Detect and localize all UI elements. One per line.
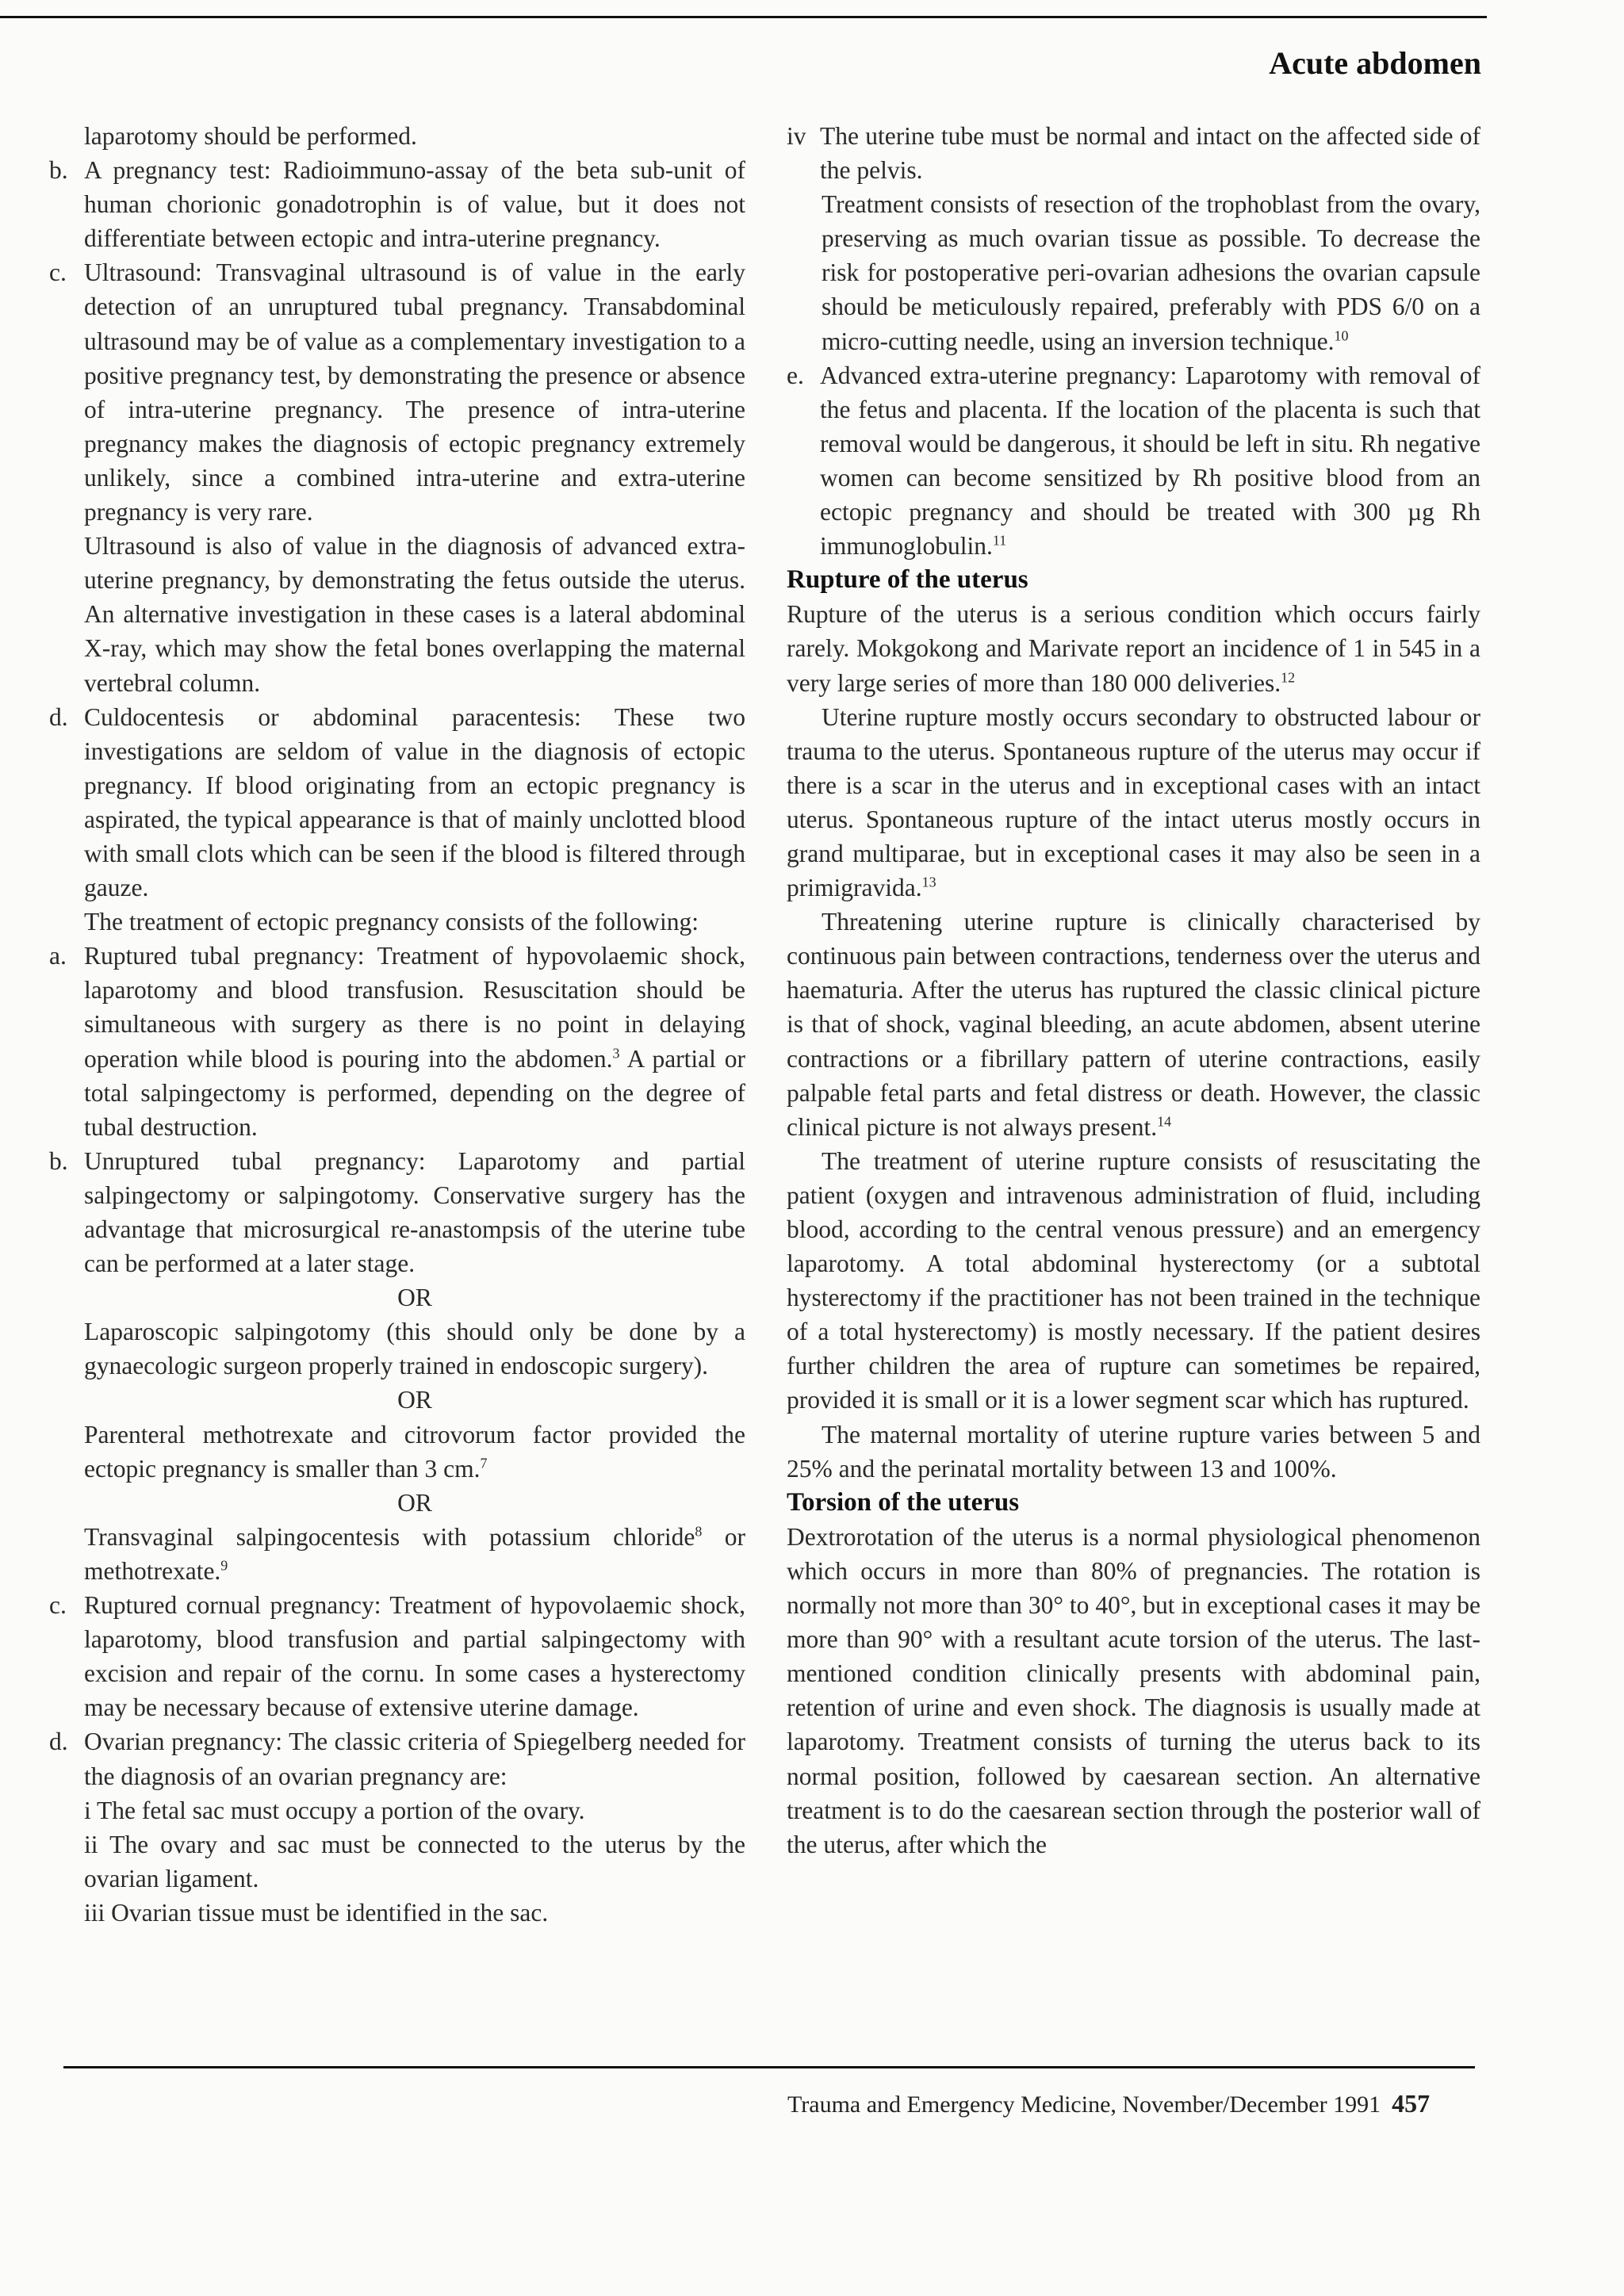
text-run: or methotrexate. bbox=[84, 1522, 745, 1585]
paragraph bbox=[787, 597, 1480, 699]
list-item-text bbox=[84, 939, 745, 1144]
running-head: Acute abdomen bbox=[1269, 45, 1481, 81]
reference-number: 12 bbox=[1281, 669, 1296, 685]
criterion: i The fetal sac must occupy a portion of the ovary. bbox=[84, 1796, 585, 1824]
list-item bbox=[49, 153, 745, 255]
text-run: Treatment consists of resection of the trophoblast from the ovary, preserving as much ovarian tissue as possible. To decrease the risk for postoperative peri-ovarian adhesions the ovarian capsule should be meticulously repaired, preferably with PDS 6/0 on a micro-cutting needle, using an inversion technique. bbox=[822, 190, 1480, 355]
list-item bbox=[49, 1588, 745, 1724]
list-item bbox=[49, 1724, 745, 1793]
list-item-text-part: Ultrasound is also of value in the diagnosis of advanced extra-uterine pregnancy, by demonstrating the fetus outside the uterus. An alternative investigation in these cases is a lateral abdominal X-ray, which may show the fetal bones overlapping the maternal vertebral column. bbox=[84, 532, 745, 697]
paragraph bbox=[787, 905, 1480, 1144]
list-item-text bbox=[820, 358, 1480, 564]
reference-number: 13 bbox=[921, 874, 936, 890]
list-marker: c. bbox=[49, 258, 67, 287]
list-item bbox=[49, 1144, 745, 1280]
paragraph: The treatment of ectopic pregnancy consists of the following: bbox=[84, 908, 699, 936]
text-run: Ruptured tubal pregnancy: Treatment of hypovolaemic shock, laparotomy and blood transfusion. Resuscitation should be simultaneous with surgery as there is no point in delaying operation while blood is pouring into the abdomen. bbox=[84, 942, 745, 1073]
list-item-text: Culdocentesis or abdominal paracentesis: These two investigations are seldom of value in the diagnosis of ectopic pregnancy. If blood originating from an ectopic pregnancy is aspirated, the typical appearance is that of mainly unclotted blood with small clots which can be seen if the blood is filtered through gauze. bbox=[84, 702, 745, 902]
paragraph: The maternal mortality of uterine rupture varies between 5 and 25% and the perinatal mortality between 13 and 100%. bbox=[787, 1420, 1480, 1483]
paragraph: Laparoscopic salpingotomy (this should only be done by a gynaecologic surgeon properly trained in endoscopic surgery). bbox=[84, 1318, 745, 1380]
list-item bbox=[49, 939, 745, 1144]
page-number: 457 bbox=[1392, 2089, 1431, 2118]
list-marker: b. bbox=[49, 156, 68, 185]
text-run: Rupture of the uterus is a serious condition which occurs fairly rarely. Mokgokong and Marivate report an incidence of 1 in 545 in a very large series of more than 180 000 deliveries. bbox=[787, 600, 1480, 697]
top-rule bbox=[0, 16, 1487, 18]
or-separator: OR bbox=[397, 1488, 432, 1517]
list-marker: a. bbox=[49, 942, 67, 970]
list-item-text: Ovarian pregnancy: The classic criteria of Spiegelberg needed for the diagnosis of an ovarian pregnancy are: bbox=[84, 1728, 745, 1790]
section-heading: Torsion of the uterus bbox=[787, 1487, 1020, 1517]
criterion: ii The ovary and sac must be connected to the uterus by the ovarian ligament. bbox=[84, 1830, 745, 1892]
list-item bbox=[49, 255, 745, 699]
reference-number: 7 bbox=[480, 1455, 488, 1471]
list-item-text-part: Ultrasound: Transvaginal ultrasound is of value in the early detection of an unruptured tubal pregnancy. Transabdominal ultrasound may be of value as a complementary investigation to a positive pregnancy test, by demonstrating the presence or absence of intra-uterine pregnancy. The presence of intra-uterine pregnancy makes the diagnosis of ectopic pregnancy extremely unlikely, since a combined intra-uterine and extra-uterine pregnancy is very rare. bbox=[84, 258, 745, 526]
journal-citation: Trauma and Emergency Medicine, November/December 1991 bbox=[787, 2091, 1381, 2118]
paragraph bbox=[49, 1418, 745, 1486]
page-footer bbox=[787, 2089, 1430, 2118]
list-marker: d. bbox=[49, 702, 68, 731]
or-separator: OR bbox=[397, 1386, 432, 1414]
list-item-text: Ruptured cornual pregnancy: Treatment of hypovolaemic shock, laparotomy, blood transfusion and partial salpingectomy with excision and repair of the cornu. In some cases a hysterectomy may be necessary because of extensive uterine damage. bbox=[84, 1591, 745, 1722]
paragraph: The treatment of uterine rupture consists of resuscitating the patient (oxygen and intravenous administration of fluid, including blood, according to the central venous pressure) and an emergency laparotomy. A total abdominal hysterectomy (or a subtotal hysterectomy if the practitioner has not been trained in the technique of a total hysterectomy) is mostly necessary. If the patient desires further children the area of rupture can sometimes be repaired, provided it is small or it is a lower segment scar which has ruptured. bbox=[787, 1146, 1480, 1414]
reference-number: 14 bbox=[1157, 1113, 1172, 1130]
left-column bbox=[49, 119, 745, 1930]
text-run: Threatening uterine rupture is clinically characterised by continuous pain between contractions, tenderness over the uterus and haematuria. After the uterus has ruptured the classic clinical picture is that of shock, vaginal bleeding, an acute abdomen, absent uterine contractions or a fibrillary pattern of uterine contractions, easily palpable fetal parts and fetal distress or death. However, the classic clinical picture is not always present. bbox=[787, 908, 1480, 1141]
list-item-text: The uterine tube must be normal and intact on the affected side of the pelvis. bbox=[820, 122, 1480, 185]
text-run: Uterine rupture mostly occurs secondary to obstructed labour or trauma to the uterus. Spontaneous rupture of the uterus may occur if there is a scar in the uterus and in exceptional cases with an intact uterus. Spontaneous rupture of the intact uterus mostly occurs in grand multiparae, but in exceptional cases it may also be seen in a primigravida. bbox=[787, 702, 1480, 902]
list-marker: c. bbox=[49, 1591, 67, 1620]
reference-number: 3 bbox=[612, 1045, 620, 1062]
text-run: Advanced extra-uterine pregnancy: Laparotomy with removal of the fetus and placenta. If the location of the placenta is such that removal would be dangerous, it should be left in situ. Rh negative women can become sensitized by Rh positive blood from an ectopic pregnancy and should be treated with 300 µg Rh immunoglobulin. bbox=[820, 361, 1480, 561]
reference-number: 11 bbox=[992, 532, 1007, 549]
bottom-rule bbox=[63, 2066, 1475, 2068]
list-item-text bbox=[84, 255, 745, 699]
list-marker: iv bbox=[787, 122, 806, 150]
text-run: Transvaginal salpingocentesis with potassium chloride bbox=[84, 1522, 695, 1551]
list-item-text: Unruptured tubal pregnancy: Laparotomy and partial salpingectomy or salpingotomy. Conservative surgery has the advantage that microsurgical re-anastompsis of the uterine tube can be performed at a later stage. bbox=[84, 1146, 745, 1278]
paragraph bbox=[787, 700, 1480, 905]
reference-number: 8 bbox=[695, 1523, 703, 1540]
text-run: Parenteral methotrexate and citrovorum factor provided the ectopic pregnancy is smaller than 3 cm. bbox=[84, 1420, 745, 1483]
criterion bbox=[787, 119, 1480, 187]
reference-number: 9 bbox=[220, 1557, 228, 1574]
list-item-text: A pregnancy test: Radioimmuno-assay of the beta sub-unit of human chorionic gonadotrophin is of value, but it does not differentiate between ectopic and intra-uterine pregnancy. bbox=[84, 156, 745, 253]
or-separator: OR bbox=[397, 1284, 432, 1312]
list-item bbox=[787, 358, 1480, 564]
paragraph: Dextrorotation of the uterus is a normal physiological phenomenon which occurs in more than 80% of pregnancies. The rotation is normally not more than 30° to 40°, but in exceptional cases it may be more than 90° with a resultant acute torsion of the uterus. The last-mentioned condition clinically presents with abdominal pain, retention of urine and even shock. The diagnosis is usually made at laparotomy. Treatment consists of turning the uterus back to its normal position, followed by caesarean section. An alternative treatment is to do the caesarean section through the posterior wall of the uterus, after which the bbox=[787, 1522, 1480, 1858]
list-marker: d. bbox=[49, 1728, 68, 1756]
list-marker: e. bbox=[787, 361, 804, 389]
section-heading: Rupture of the uterus bbox=[787, 565, 1028, 595]
list-item bbox=[49, 700, 745, 905]
text-run: A partial or total salpingectomy is performed, depending on the degree of tubal destruction. bbox=[84, 1044, 745, 1141]
paragraph bbox=[787, 187, 1480, 358]
list-marker: b. bbox=[49, 1146, 68, 1175]
right-column bbox=[787, 119, 1480, 1862]
paragraph: laparotomy should be performed. bbox=[84, 122, 417, 150]
criterion: iii Ovarian tissue must be identified in the sac. bbox=[84, 1898, 549, 1927]
paragraph bbox=[49, 1520, 745, 1588]
reference-number: 10 bbox=[1334, 327, 1349, 344]
